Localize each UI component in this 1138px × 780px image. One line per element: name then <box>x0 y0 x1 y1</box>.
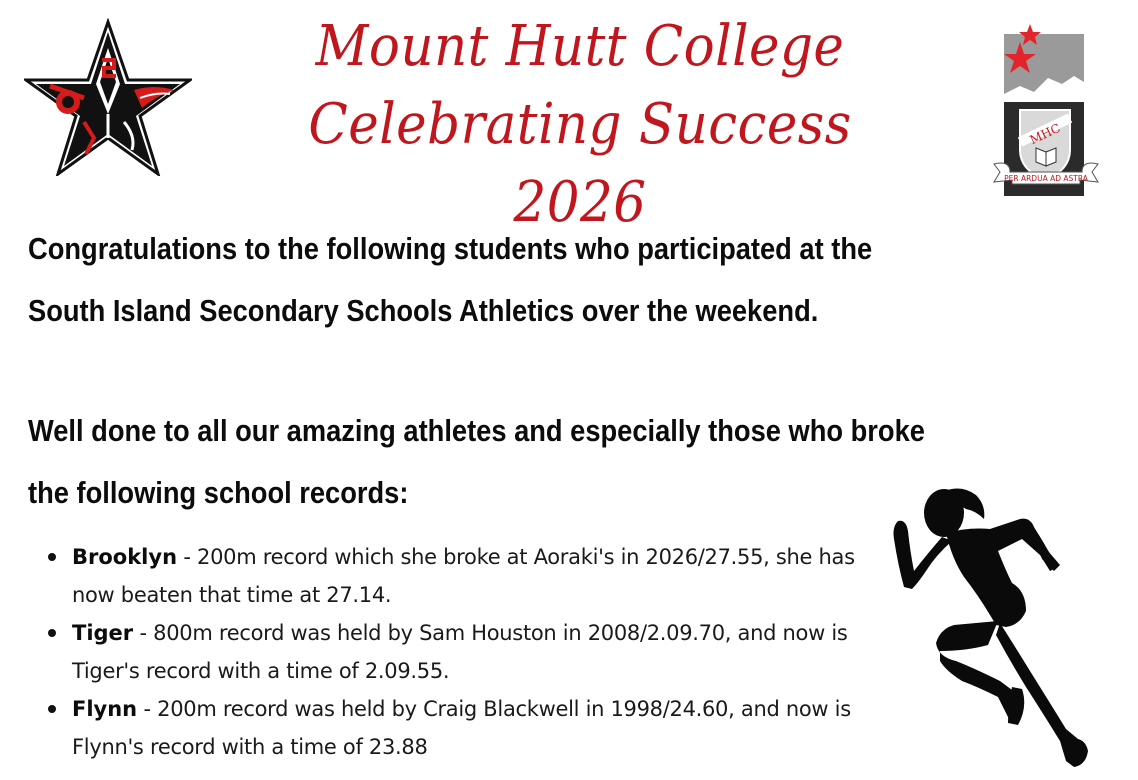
crest-motto: PER ARDUA AD ASTRA <box>1004 174 1088 183</box>
athlete-name: Tiger <box>72 621 134 645</box>
title-school-name: Mount Hutt College <box>315 14 845 79</box>
well-done-line-2: the following school records: <box>28 475 409 510</box>
athlete-name: Flynn <box>72 697 138 721</box>
records-list <box>48 538 868 766</box>
school-crest-icon <box>990 22 1102 200</box>
star-logo-icon <box>24 18 192 176</box>
page-title <box>240 8 921 242</box>
record-description: - 800m record was held by Sam Houston in 2008/2.09.70, and now is Tiger's record with a time of 2.09.55. <box>72 621 848 683</box>
bullet-icon <box>48 629 56 637</box>
athlete-name: Brooklyn <box>72 545 178 569</box>
well-done-line-1: Well done to all our amazing athletes and especially those who broke <box>28 413 925 448</box>
record-item <box>48 690 868 766</box>
bullet-icon <box>48 705 56 713</box>
intro-line-2: South Island Secondary Schools Athletics over the weekend. <box>28 293 819 328</box>
record-item <box>48 538 868 614</box>
bullet-icon <box>48 553 56 561</box>
record-description: - 200m record was held by Craig Blackwell in 1998/24.60, and now is Flynn's record with a time of 23.88 <box>72 697 851 759</box>
crest-initials: MHC <box>1027 120 1063 148</box>
intro-paragraph <box>28 218 978 342</box>
record-description: - 200m record which she broke at Aoraki's in 2026/27.55, she has now beaten that time at 27.14. <box>72 545 855 607</box>
record-item <box>48 614 868 690</box>
title-celebrating-success: Celebrating Success 2026 <box>308 92 852 235</box>
intro-line-1: Congratulations to the following students who participated at the <box>28 231 873 266</box>
runner-silhouette-icon <box>880 475 1112 771</box>
